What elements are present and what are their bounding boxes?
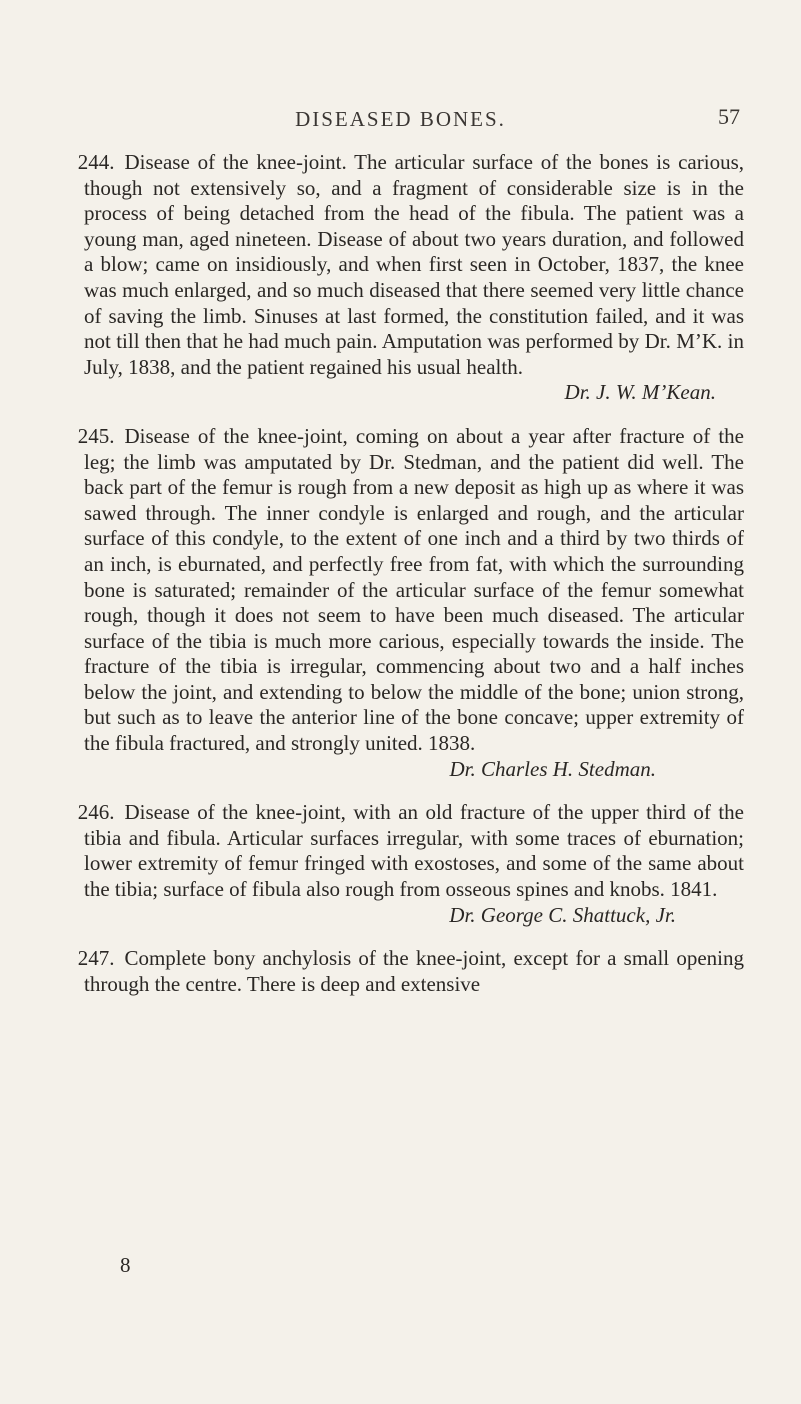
entry-signature — [84, 757, 744, 783]
printer-signature-mark: 8 — [120, 1253, 131, 1277]
entry-244 — [77, 150, 744, 406]
entry-paragraph — [77, 423, 744, 757]
page-number: 57 — [718, 104, 740, 129]
entry-text: Disease of the knee-joint. The articular surface of the bones is carious, though not extensively so, and a fragment of considerable size is in the process of being detached from the head of the fibula. The patient was a young man, aged nineteen. Disease of about two years duration, and followed a blow; came on insidiously, and when first seen in October, 1837, the knee was much enlarged, and so much diseased that there seemed very little chance of saving the limb. Sinuses at last formed, the constitution failed, and it was not till then that he had much pain. Amputation was performed by Dr. M’K. in July, 1838, and the patient regained his usual health. — [84, 150, 744, 379]
page-body — [77, 150, 744, 1015]
entry-paragraph — [77, 946, 744, 997]
entry-247 — [77, 946, 744, 997]
entry-number: 246. — [77, 800, 115, 825]
entry-number: 244. — [77, 150, 115, 174]
entry-text: Complete bony anchylosis of the knee-joint, except for a small opening through the centre. There is deep and extensive — [84, 946, 744, 996]
entry-246 — [77, 800, 744, 928]
signature-text: Dr. J. W. M’Kean. — [564, 380, 716, 405]
signature-text: Dr. George C. Shattuck, Jr. — [449, 902, 676, 927]
entry-number: 245. — [77, 423, 115, 448]
entry-paragraph — [77, 150, 744, 380]
entry-paragraph — [77, 800, 744, 902]
running-title: DISEASED BONES. — [295, 107, 506, 131]
entry-signature — [84, 903, 744, 929]
entry-text: Disease of the knee-joint, coming on about a year after fracture of the leg; the limb was amputated by Dr. Stedman, and the patient did well. The back part of the femur is rough from a new deposit as high up as where it was sawed through. The inner condyle is enlarged and rough, and the articular surface of this condyle, to the extent of one inch and a third by two thirds of an inch, is eburnated, and perfectly free from fat, with which the surrounding bone is saturated; remainder of the articular surface of the femur somewhat rough, though it does not seem to have been much diseased. The articular surface of the tibia is much more carious, especially towards the inside. The fracture of the tibia is irregular, commencing about two and a half inches below the joint, and extending to below the middle of the bone; union strong, but such as to leave the anterior line of the bone concave; upper extremity of the fibula fractured, and strongly united. 1838. — [84, 423, 744, 756]
entry-text: Disease of the knee-joint, with an old fracture of the upper third of the tibia and fibula. Articular surfaces irregular, with some traces of eburnation; lower extremity of femur fringed with exostoses, and some of the same about the tibia; surface of fibula also rough from osseous spines and knobs. 1841. — [84, 800, 744, 902]
entry-245 — [77, 423, 744, 782]
entry-signature — [84, 380, 744, 406]
signature-text: Dr. Charles H. Stedman. — [449, 756, 656, 781]
entry-number: 247. — [77, 946, 115, 971]
